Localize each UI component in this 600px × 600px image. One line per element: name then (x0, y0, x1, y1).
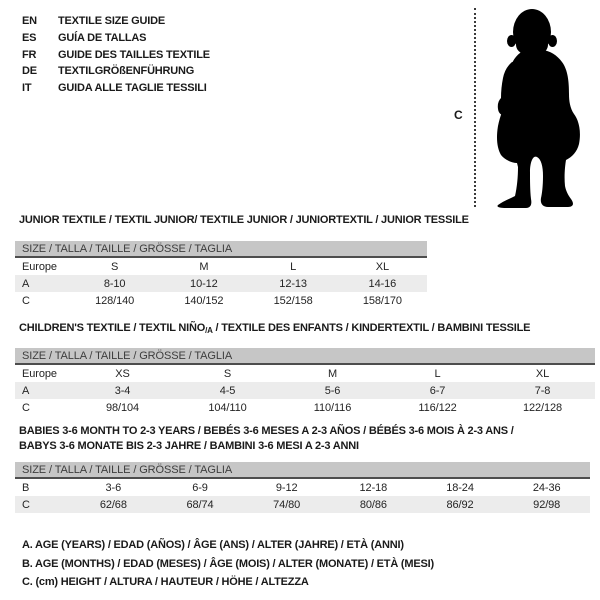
size-table-section (15, 213, 469, 309)
table-title-line (19, 213, 469, 228)
table-header-row (15, 365, 595, 382)
table-row (15, 292, 427, 309)
table-title-line (19, 321, 595, 336)
cell-value: 9-12 (275, 481, 298, 494)
column-header: XL (535, 367, 550, 380)
column-header: XS (115, 367, 130, 380)
language-code: IT (22, 82, 32, 95)
column-header: XL (375, 260, 389, 273)
language-title: TEXTILGRÖßENFÜHRUNG (58, 65, 195, 78)
language-code: EN (22, 15, 37, 27)
cell-value: 6-7 (429, 384, 446, 397)
cell-value: 18-24 (446, 481, 474, 494)
language-title: GUÍA DE TALLAS (58, 31, 147, 44)
cell-value: 152/158 (273, 294, 313, 307)
cell-value: 7-8 (534, 384, 551, 397)
cell-value: 3-6 (105, 481, 122, 494)
table-title-text: BABIES 3-6 MONTH TO 2-3 YEARS / BEBÉS 3-6 MESES A 2-3 AÑOS / BÉBÉS 3-6 MOIS À 2-3 ANS / (19, 425, 514, 437)
column-header: L (290, 260, 297, 273)
cell-value: 8-10 (103, 277, 126, 290)
table-title (19, 213, 469, 228)
footnote-line: A. AGE (YEARS) / EDAD (AÑOS) / ÂGE (ANS) / ALTER (JAHRE) / ETÀ (ANNI) (22, 539, 404, 551)
height-measure-label: C (454, 108, 463, 122)
size-header-label: SIZE / TALLA / TAILLE / GRÖSSE / TAGLIA (22, 242, 233, 255)
cell-value: 110/116 (313, 401, 352, 414)
table-title (19, 424, 590, 454)
size-header-label: SIZE / TALLA / TAILLE / GRÖSSE / TAGLIA (22, 349, 233, 362)
language-code: FR (22, 48, 37, 61)
cell-value: 14-16 (368, 277, 397, 290)
column-header: M (327, 367, 338, 380)
table-title-text: / TEXTILE DES ENFANTS / KINDERTEXTIL / BAMBINI TESSILE (212, 322, 531, 334)
table-row (15, 275, 427, 292)
table-title-text: JUNIOR TEXTILE / TEXTIL JUNIOR/ TEXTILE JUNIOR / JUNIORTEXTIL / JUNIOR TESSILE (19, 214, 469, 226)
language-row (22, 30, 210, 47)
cell-value: 86/92 (446, 498, 474, 511)
size-header-label: SIZE / TALLA / TAILLE / GRÖSSE / TAGLIA (22, 463, 233, 476)
row-label: C (22, 401, 30, 414)
cell-value: 4-5 (219, 384, 236, 397)
size-table-section (15, 424, 590, 513)
row-label: A (22, 277, 30, 290)
size-header-bar (15, 241, 427, 258)
column-header: M (199, 260, 209, 273)
footnotes (22, 536, 434, 592)
row-label: C (22, 294, 30, 307)
cell-value: 92/98 (533, 498, 561, 511)
language-code: ES (22, 31, 37, 44)
language-row (22, 80, 210, 97)
cell-value: 68/74 (186, 498, 214, 511)
footnote-line: C. (cm) HEIGHT / ALTURA / HAUTEUR / HÖHE / ALTEZZA (22, 576, 309, 588)
cell-value: 6-9 (192, 481, 208, 494)
table-title-text: CHILDREN'S TEXTILE / TEXTIL NIÑO (19, 322, 206, 334)
table-row (15, 399, 595, 416)
cell-value: 5-6 (324, 384, 341, 397)
language-code: DE (22, 65, 37, 78)
baby-silhouette-icon (488, 6, 588, 208)
cell-value: 140/152 (184, 294, 224, 307)
table-title-line (19, 439, 590, 454)
table-title-line (19, 424, 590, 439)
footnote-line: B. AGE (MONTHS) / EDAD (MESES) / ÂGE (MOIS) / ALTER (MONATE) / ETÀ (MESI) (22, 557, 434, 570)
column-header: S (111, 260, 119, 273)
table-row (15, 496, 590, 513)
table-row (15, 479, 590, 496)
cell-value: 74/80 (273, 498, 301, 511)
language-row (22, 47, 210, 64)
table-row (15, 382, 595, 399)
cell-value: 80/86 (359, 498, 387, 511)
language-list (22, 13, 210, 97)
language-row (22, 13, 210, 30)
cell-value: 3-4 (114, 384, 131, 397)
height-measure-line (474, 8, 476, 207)
cell-value: 10-12 (190, 277, 218, 290)
language-row (22, 63, 210, 80)
cell-value: 98/104 (105, 401, 140, 414)
cell-value: 158/170 (362, 294, 402, 307)
column-header: L (434, 367, 441, 380)
row-label: C (22, 498, 30, 511)
cell-value: 128/140 (95, 294, 135, 307)
cell-value: 12-18 (359, 481, 388, 494)
table-header-row (15, 258, 427, 275)
cell-value: 12-13 (279, 277, 307, 290)
language-title: GUIDE DES TAILLES TEXTILE (58, 48, 210, 61)
language-title: TEXTILE SIZE GUIDE (58, 15, 166, 27)
size-header-bar (15, 348, 595, 365)
size-header-bar (15, 462, 590, 479)
row-label: Europe (22, 367, 57, 380)
row-label: Europe (22, 260, 57, 273)
table-title-text: /A (205, 326, 213, 335)
cell-value: 104/110 (208, 401, 247, 414)
language-title: GUIDA ALLE TAGLIE TESSILI (58, 82, 207, 95)
row-label: A (22, 384, 30, 397)
cell-value: 122/128 (522, 401, 563, 414)
cell-value: 116/122 (418, 401, 457, 414)
cell-value: 24-36 (532, 481, 561, 494)
cell-value: 62/68 (99, 498, 127, 511)
column-header: S (223, 367, 232, 380)
table-title (19, 321, 595, 336)
table-title-text: BABYS 3-6 MONATE BIS 2-3 JAHRE / BAMBINI 3-6 MESI A 2-3 ANNI (19, 440, 359, 452)
size-table-section (15, 321, 595, 416)
row-label: B (22, 481, 30, 494)
